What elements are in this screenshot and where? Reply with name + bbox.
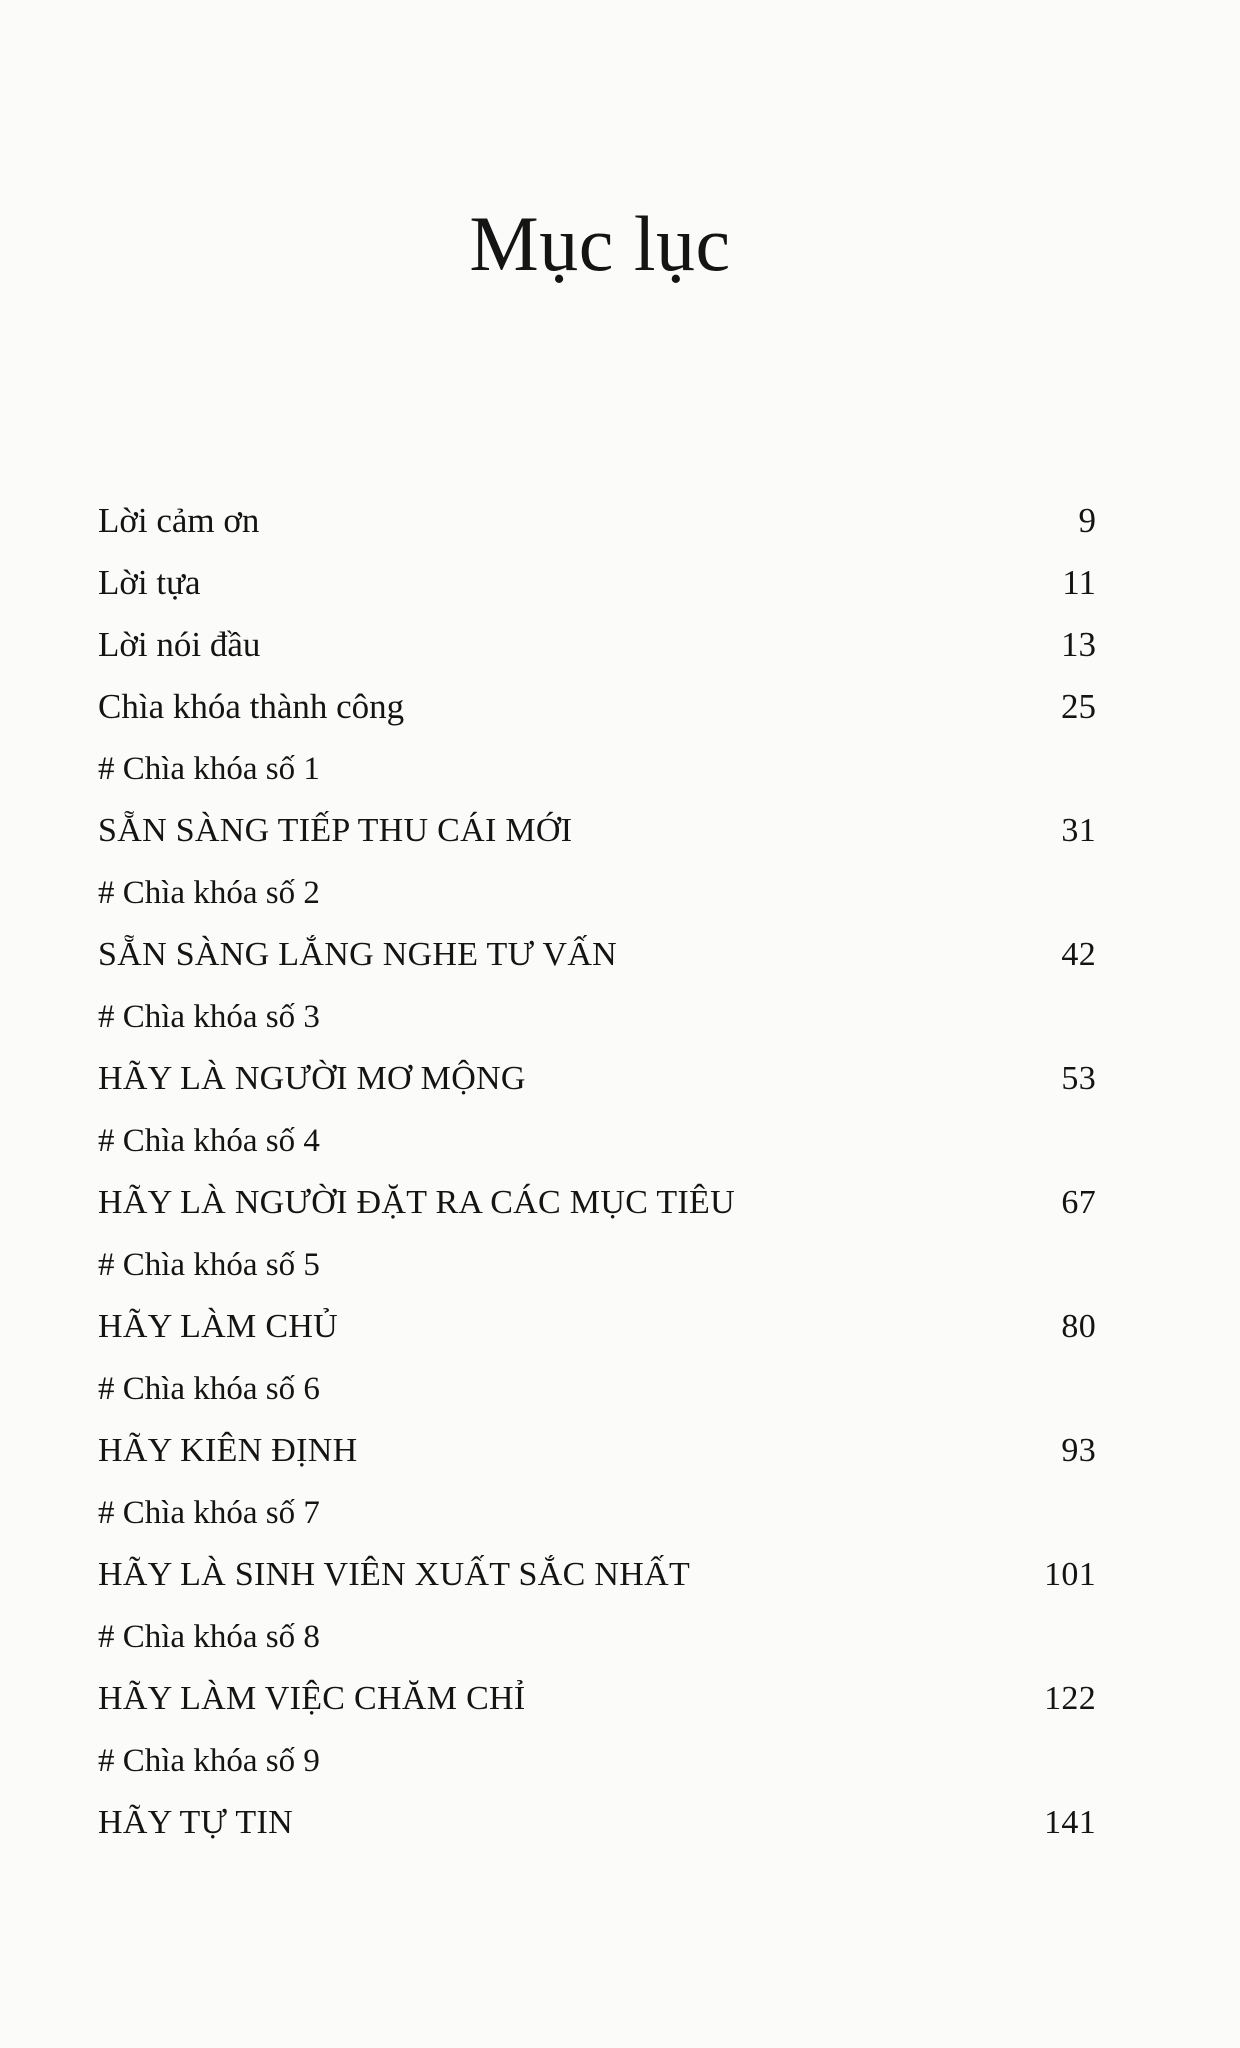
- toc-row: [98, 676, 1096, 738]
- toc-key-number: # Chìa khóa số 5: [98, 1247, 320, 1283]
- table-of-contents: [98, 490, 1096, 1854]
- toc-entry: [98, 614, 1096, 676]
- toc-row: [98, 1048, 1096, 1110]
- toc-chapter-title: HÃY LÀM VIỆC CHĂM CHỈ: [98, 1680, 526, 1717]
- toc-page-number: 53: [1061, 1060, 1096, 1097]
- toc-row: [98, 614, 1096, 676]
- toc-entry-title: Chìa khóa thành công: [98, 687, 405, 726]
- toc-key-number: # Chìa khóa số 8: [98, 1619, 320, 1655]
- toc-key-entry: [98, 1606, 1096, 1730]
- toc-entry: [98, 552, 1096, 614]
- toc-chapter-title: HÃY TỰ TIN: [98, 1804, 293, 1841]
- toc-page-number: 93: [1061, 1432, 1096, 1469]
- toc-page-number: 42: [1061, 936, 1096, 973]
- toc-key-entry: [98, 738, 1096, 862]
- toc-key-number: # Chìa khóa số 7: [98, 1495, 320, 1531]
- toc-key-number: # Chìa khóa số 6: [98, 1371, 320, 1407]
- toc-row: [98, 1668, 1096, 1730]
- toc-chapter-title: SẴN SÀNG TIẾP THU CÁI MỚI: [98, 812, 573, 849]
- toc-key-number: # Chìa khóa số 4: [98, 1123, 320, 1159]
- toc-key-number: # Chìa khóa số 1: [98, 751, 320, 787]
- toc-entry: [98, 490, 1096, 552]
- toc-key-entry: [98, 1110, 1096, 1234]
- toc-entry-title: Lời cảm ơn: [98, 501, 260, 540]
- toc-page-number: 25: [1061, 687, 1096, 726]
- toc-key-entry: [98, 1358, 1096, 1482]
- page-title: Mục lục: [469, 200, 731, 287]
- toc-row: [98, 924, 1096, 986]
- toc-key-entry: [98, 862, 1096, 986]
- toc-chapter-title: HÃY LÀM CHỦ: [98, 1308, 339, 1345]
- toc-page-number: 141: [1044, 1804, 1096, 1841]
- toc-page-number: 13: [1061, 625, 1096, 664]
- toc-key-entry: [98, 986, 1096, 1110]
- toc-page-number: 31: [1061, 812, 1096, 849]
- toc-chapter-title: HÃY LÀ NGƯỜI ĐẶT RA CÁC MỤC TIÊU: [98, 1184, 735, 1221]
- toc-chapter-title: HÃY KIÊN ĐỊNH: [98, 1432, 358, 1469]
- toc-row: [98, 1544, 1096, 1606]
- toc-row: [98, 1172, 1096, 1234]
- toc-key-entry: [98, 1730, 1096, 1854]
- toc-chapter-title: SẴN SÀNG LẮNG NGHE TƯ VẤN: [98, 936, 618, 973]
- toc-page-number: 11: [1062, 563, 1096, 602]
- toc-key-entry: [98, 1482, 1096, 1606]
- toc-entry: [98, 676, 1096, 738]
- toc-page-number: 122: [1044, 1680, 1096, 1717]
- toc-chapter-title: HÃY LÀ SINH VIÊN XUẤT SẮC NHẤT: [98, 1556, 691, 1593]
- toc-row: [98, 490, 1096, 552]
- toc-page-number: 80: [1061, 1308, 1096, 1345]
- toc-row: [98, 800, 1096, 862]
- toc-key-number: # Chìa khóa số 9: [98, 1743, 320, 1779]
- toc-row: [98, 552, 1096, 614]
- toc-row: [98, 1420, 1096, 1482]
- toc-entry-title: Lời nói đầu: [98, 625, 261, 664]
- toc-key-entry: [98, 1234, 1096, 1358]
- toc-chapter-title: HÃY LÀ NGƯỜI MƠ MỘNG: [98, 1060, 526, 1097]
- toc-page-number: 101: [1044, 1556, 1096, 1593]
- toc-entry-title: Lời tựa: [98, 563, 201, 602]
- toc-row: [98, 1792, 1096, 1854]
- toc-row: [98, 1296, 1096, 1358]
- toc-key-number: # Chìa khóa số 3: [98, 999, 320, 1035]
- toc-page-number: 9: [1078, 501, 1096, 540]
- toc-page-number: 67: [1061, 1184, 1096, 1221]
- toc-key-number: # Chìa khóa số 2: [98, 875, 320, 911]
